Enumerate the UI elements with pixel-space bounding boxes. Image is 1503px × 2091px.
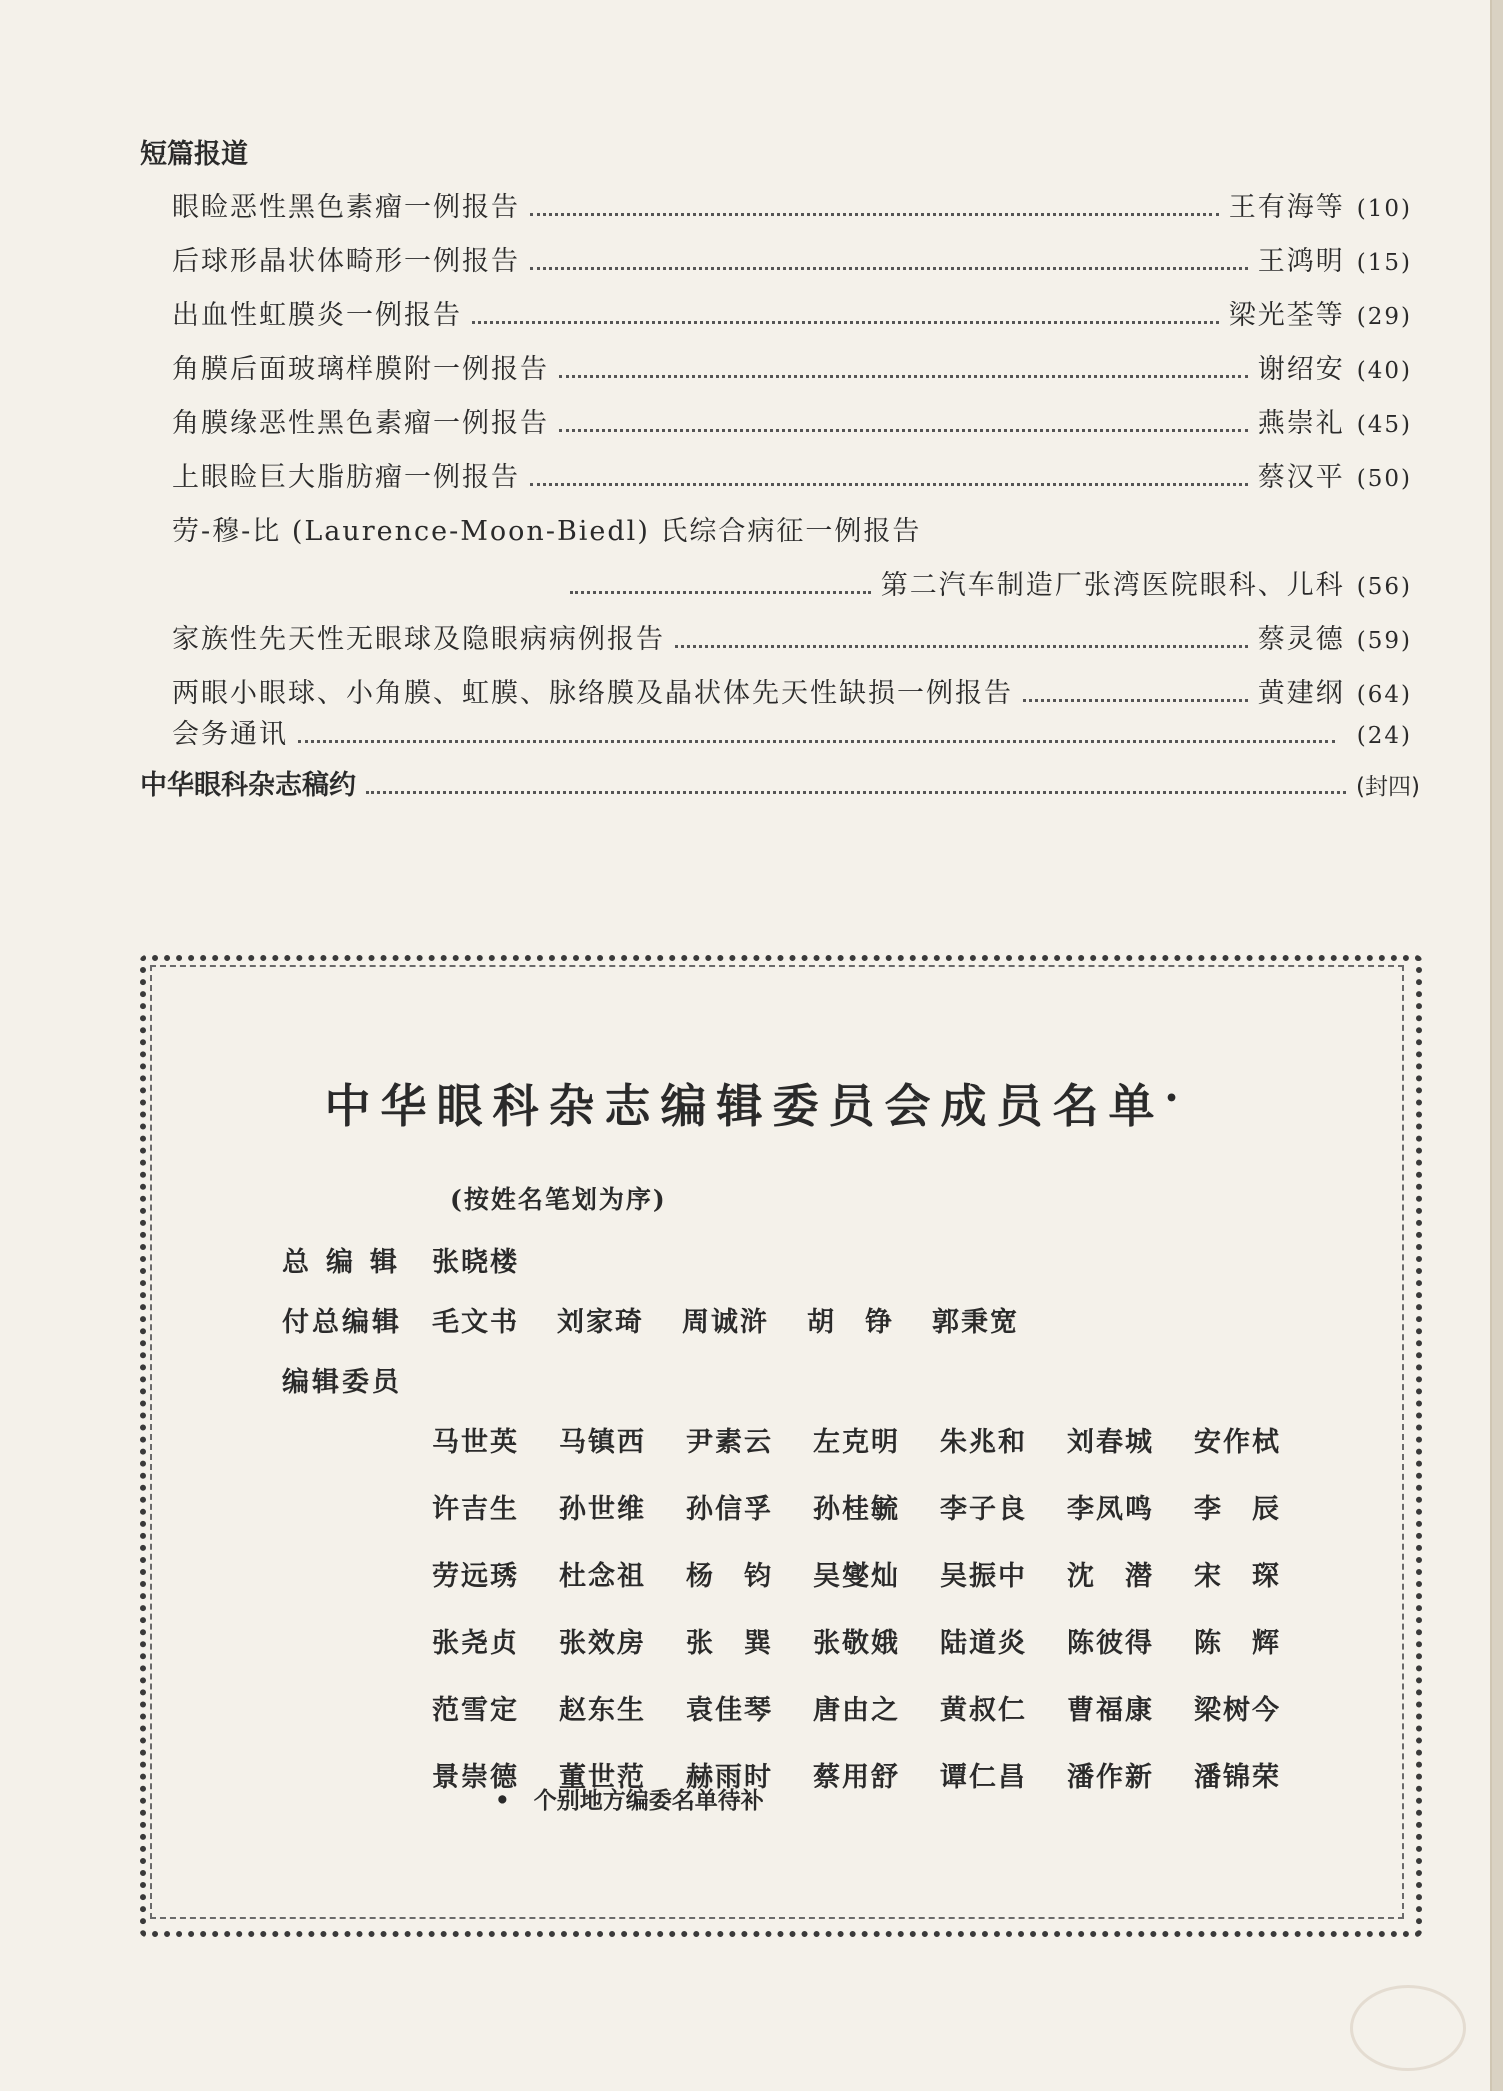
member-name: 孙信孚 — [686, 1494, 773, 1525]
toc-entry-page: (10) — [1356, 196, 1412, 222]
leader-dots — [530, 193, 1219, 216]
member-name: 潘作新 — [1067, 1762, 1154, 1793]
member-name: 李凤鸣 — [1067, 1494, 1154, 1525]
member-name: 杜念祖 — [559, 1561, 646, 1592]
member-name: 景崇德 — [432, 1762, 519, 1793]
member-name: 曹福康 — [1067, 1695, 1154, 1726]
members-row — [282, 1360, 432, 1399]
toc-entry-title: 上眼睑巨大脂肪瘤一例报告 — [172, 462, 520, 493]
member-name: 安作栻 — [1194, 1427, 1281, 1458]
leader-dots — [530, 247, 1248, 270]
member-name: 黄叔仁 — [940, 1695, 1027, 1726]
leader-dots — [472, 301, 1219, 324]
member-name: 张尧贞 — [432, 1628, 519, 1659]
member-name: 吴振中 — [940, 1561, 1027, 1592]
member-name: 宋 琛 — [1194, 1561, 1281, 1592]
toc-entry-author: 蔡灵德 — [1257, 624, 1345, 655]
toc-entry-title: 会务通讯 — [172, 719, 288, 750]
chief-editor-name: 张晓楼 — [432, 1247, 519, 1278]
toc-entry — [172, 455, 1412, 491]
toc-entry-page: (56) — [1356, 574, 1412, 600]
toc-entry — [172, 293, 1412, 329]
footnote-mark: • — [1164, 1086, 1179, 1112]
member-name: 劳远琇 — [432, 1561, 519, 1592]
toc-entry-title: 家族性先天性无眼球及隐眼病病例报告 — [172, 624, 665, 655]
toc-entry-page: (45) — [1356, 412, 1412, 438]
deputy-editor-name: 毛文书 — [432, 1307, 519, 1338]
deputy-editor-name: 周诚浒 — [682, 1307, 769, 1338]
leader-dots — [298, 720, 1335, 743]
board-subtitle: (按姓名笔划为序) — [450, 1185, 667, 1214]
leader-dots — [559, 355, 1248, 378]
draft-notice-title: 中华眼科杂志稿约 — [140, 770, 356, 801]
leader-dots — [1023, 679, 1248, 702]
toc-entry — [172, 239, 1412, 275]
member-name: 尹素云 — [686, 1427, 773, 1458]
member-name: 马镇西 — [559, 1427, 646, 1458]
member-name: 张效房 — [559, 1628, 646, 1659]
leader-dots — [366, 771, 1346, 794]
member-name: 蔡用舒 — [813, 1762, 900, 1793]
toc-entry-title: 出血性虹膜炎一例报告 — [172, 300, 462, 331]
toc-entry — [172, 401, 1412, 437]
member-name: 孙桂毓 — [813, 1494, 900, 1525]
member-name: 孙世维 — [559, 1494, 646, 1525]
deputy-editor-name: 胡 铮 — [807, 1307, 894, 1338]
toc-entry-author: 第二汽车制造厂张湾医院眼科、儿科 — [880, 570, 1345, 601]
member-name: 范雪定 — [432, 1695, 519, 1726]
member-name: 李子良 — [940, 1494, 1027, 1525]
toc-entry-title: 劳-穆-比 (Laurence-Moon-Biedl) 氏综合病征一例报告 — [172, 516, 922, 547]
member-name: 刘春城 — [1067, 1427, 1154, 1458]
toc-entry-author: 蔡汉平 — [1257, 462, 1345, 493]
toc-entry-page: (29) — [1356, 304, 1412, 330]
toc-entry-author: 梁光荃等 — [1228, 300, 1345, 331]
toc-entry-page: (64) — [1356, 682, 1412, 708]
chief-editor-row — [282, 1240, 557, 1279]
board-title — [0, 1070, 1503, 1136]
member-name: 袁佳琴 — [686, 1695, 773, 1726]
member-name: 陈彼得 — [1067, 1628, 1154, 1659]
member-name: 梁树今 — [1194, 1695, 1281, 1726]
deputy-editor-row — [282, 1300, 1057, 1339]
member-name: 杨 钧 — [686, 1561, 773, 1592]
member-name: 张敬娥 — [813, 1628, 900, 1659]
toc-entry-author: 王鸿明 — [1257, 246, 1345, 277]
board-title-text: 中华眼科杂志编辑委员会成员名单 — [324, 1079, 1165, 1133]
toc-entry-page: (40) — [1356, 358, 1412, 384]
toc-entry-author: 王有海等 — [1228, 192, 1345, 223]
leader-dots — [530, 463, 1248, 486]
footnote-text: 个别地方编委名单待补 — [533, 1787, 764, 1814]
member-grid — [432, 1420, 1321, 1794]
toc-entry — [172, 347, 1412, 383]
toc-entry — [560, 563, 1412, 599]
toc-entry-title: 后球形晶状体畸形一例报告 — [172, 246, 520, 277]
member-name: 董世范 — [559, 1762, 646, 1793]
leader-dots — [675, 625, 1248, 648]
member-name: 张 巽 — [686, 1628, 773, 1659]
deputy-editor-name: 郭秉宽 — [932, 1307, 1019, 1338]
member-name: 许吉生 — [432, 1494, 519, 1525]
deputy-editor-label: 付总编辑 — [282, 1307, 402, 1338]
member-name: 陈 辉 — [1194, 1628, 1281, 1659]
toc-entry-title: 两眼小眼球、小角膜、虹膜、脉络膜及晶状体先天性缺损一例报告 — [172, 678, 1013, 709]
footnote-bullet: • — [495, 1787, 510, 1814]
toc-entry-title: 眼睑恶性黑色素瘤一例报告 — [172, 192, 520, 223]
member-name: 唐由之 — [813, 1695, 900, 1726]
member-name: 左克明 — [813, 1427, 900, 1458]
toc-entry-page: (15) — [1356, 250, 1412, 276]
toc-entry-page: (24) — [1356, 723, 1412, 749]
leader-dots — [570, 571, 871, 594]
toc-entry — [172, 671, 1412, 707]
member-name: 朱兆和 — [940, 1427, 1027, 1458]
member-name: 马世英 — [432, 1427, 519, 1458]
member-name: 陆道炎 — [940, 1628, 1027, 1659]
toc-entry-title: 角膜后面玻璃样膜附一例报告 — [172, 354, 549, 385]
member-name: 赫雨时 — [686, 1762, 773, 1793]
member-name: 赵东生 — [559, 1695, 646, 1726]
member-name: 沈 潜 — [1067, 1561, 1154, 1592]
member-name: 李 辰 — [1194, 1494, 1281, 1525]
member-name: 吴燮灿 — [813, 1561, 900, 1592]
toc-entry-author: 黄建纲 — [1257, 678, 1345, 709]
footnote — [495, 1782, 764, 1815]
member-name: 潘锦荣 — [1194, 1762, 1281, 1793]
toc-entry-author: 燕崇礼 — [1257, 408, 1345, 439]
toc-entry — [172, 185, 1412, 221]
toc-entry-page: (59) — [1356, 628, 1412, 654]
toc-entry-title: 角膜缘恶性黑色素瘤一例报告 — [172, 408, 549, 439]
watermark-seal — [1350, 1985, 1466, 2071]
members-label: 编辑委员 — [282, 1367, 402, 1398]
short-reports-heading: 短篇报道 — [140, 139, 248, 170]
draft-notice-page: (封四) — [1356, 774, 1420, 800]
toc-entry — [172, 712, 1412, 748]
draft-notice-entry — [140, 763, 1420, 802]
toc-entry-author: 谢绍安 — [1257, 354, 1345, 385]
leader-dots — [559, 409, 1248, 432]
deputy-editor-name: 刘家琦 — [557, 1307, 644, 1338]
toc-entry-page: (50) — [1356, 466, 1412, 492]
toc-entry — [172, 617, 1412, 653]
chief-editor-label: 总编辑 — [282, 1247, 414, 1278]
member-name: 谭仁昌 — [940, 1762, 1027, 1793]
